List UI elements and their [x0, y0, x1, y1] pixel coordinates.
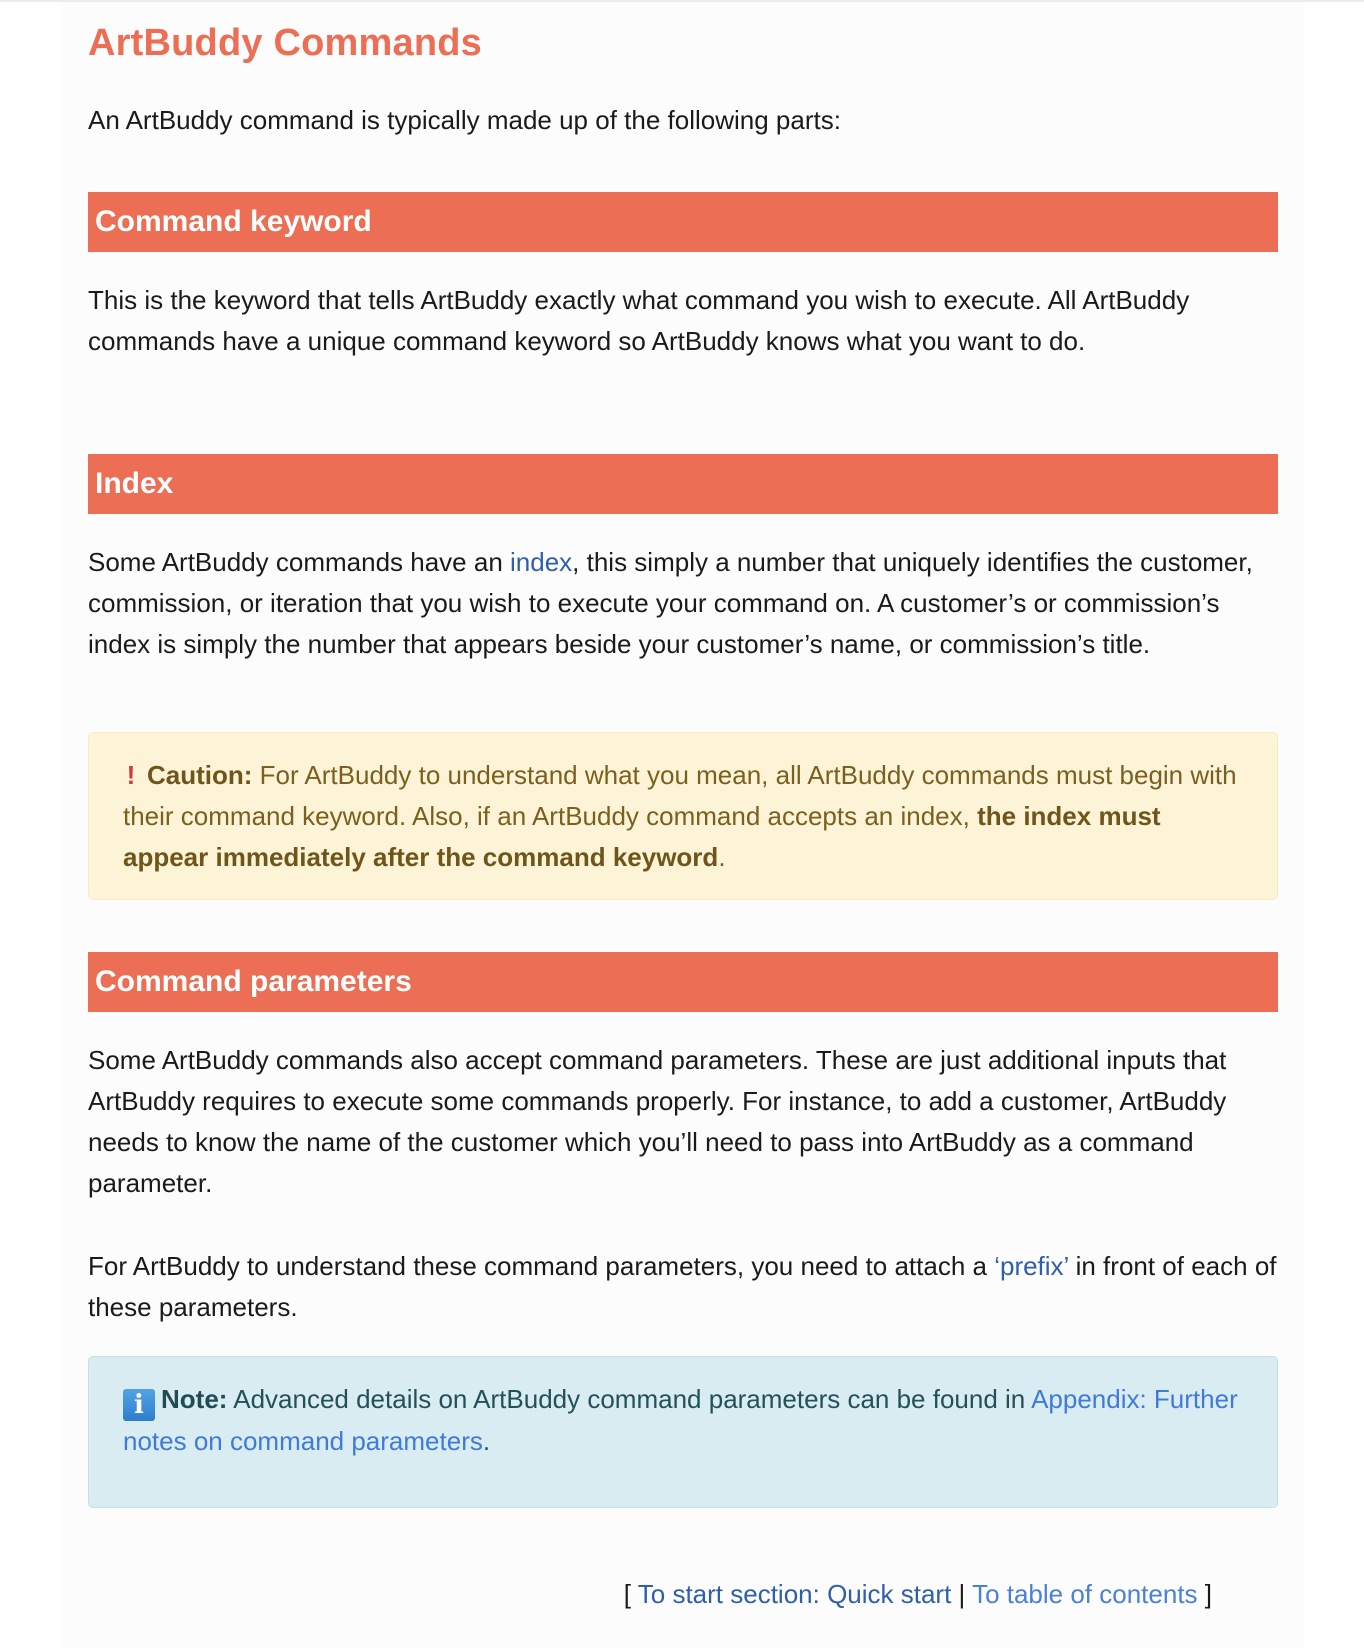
index-text-before: Some ArtBuddy commands have an	[88, 547, 511, 577]
index-paragraph	[88, 542, 1278, 665]
section-heading-index: Index	[88, 454, 1278, 514]
caution-end: .	[718, 842, 726, 872]
index-text-after: , this simply a number that uniquely identifies the customer, commission, or iteration that you wish to execute your command on. A customer’s or commission’s index is simply the number that appears beside your customer’s name, or commission’s title.	[88, 547, 1253, 659]
exclamation-icon: !	[126, 760, 136, 790]
section-heading-command-parameters: Command parameters	[88, 952, 1278, 1012]
footer-separator: |	[951, 1579, 973, 1609]
footer-open-bracket: [	[623, 1579, 638, 1609]
quick-start-link[interactable]: To start section: Quick start	[637, 1579, 952, 1609]
note-box	[88, 1356, 1278, 1508]
note-end: .	[482, 1426, 491, 1456]
footer-close-bracket: ]	[1197, 1579, 1212, 1609]
footer-nav	[624, 1574, 1212, 1615]
caution-label: Caution:	[147, 760, 253, 790]
caution-bold-text: the index must appear immediately after the command keyword	[123, 801, 1161, 872]
prefix-link[interactable]: ‘prefix’	[994, 1251, 1069, 1281]
caution-box	[88, 732, 1278, 900]
index-link[interactable]: index	[510, 547, 573, 577]
document-page	[62, 2, 1304, 1648]
command-keyword-paragraph: This is the keyword that tells ArtBuddy exactly what command you wish to execute. All ArtBuddy commands have a unique command keyword so ArtBuddy knows what you want to do.	[88, 285, 1190, 356]
prefix-paragraph	[88, 1246, 1278, 1328]
note-label: Note:	[161, 1384, 228, 1414]
note-text: Advanced details on ArtBuddy command parameters can be found in	[227, 1384, 1032, 1414]
command-parameters-paragraph: Some ArtBuddy commands also accept command parameters. These are just additional inputs that ArtBuddy requires to execute some commands properly. For instance, to add a customer, ArtBuddy needs to know the name of the customer which you’ll need to pass into ArtBuddy as a command parameter.	[88, 1045, 1227, 1198]
table-of-contents-link[interactable]: To table of contents	[972, 1579, 1198, 1609]
appendix-link[interactable]: Appendix: Further notes on command parameters	[123, 1384, 1238, 1456]
section-heading-command-keyword: Command keyword	[88, 192, 1278, 252]
prefix-text-before: For ArtBuddy to understand these command parameters, you need to attach a	[88, 1251, 995, 1281]
page-title: ArtBuddy Commands	[88, 22, 482, 64]
prefix-text-after: in front of each of these parameters.	[88, 1251, 1277, 1322]
intro-text: An ArtBuddy command is typically made up of the following parts:	[88, 105, 841, 135]
caution-text: For ArtBuddy to understand what you mean, all ArtBuddy commands must begin with their command keyword. Also, if an ArtBuddy command accepts an index,	[123, 760, 1237, 831]
info-icon: i	[123, 1389, 155, 1421]
